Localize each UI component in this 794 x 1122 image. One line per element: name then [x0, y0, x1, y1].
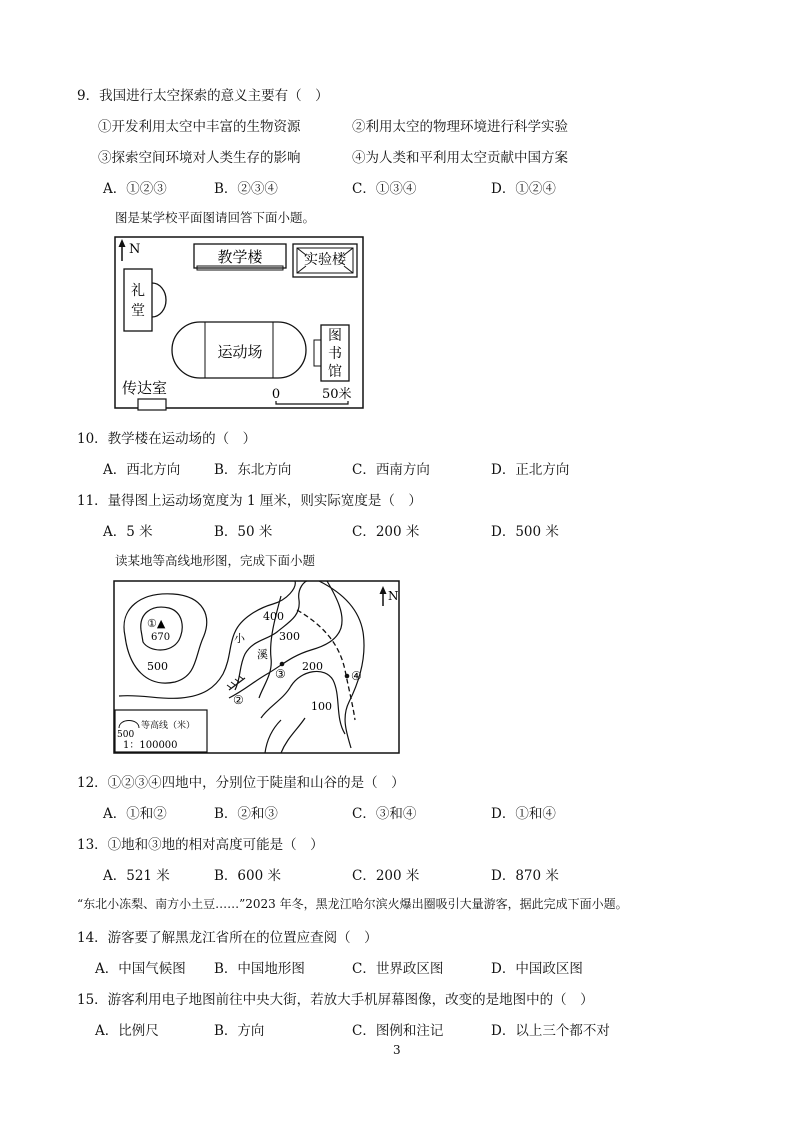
q14-stem: 14．游客要了解黑龙江省所在的位置应查阅（ ） — [77, 930, 378, 946]
scale-zero: 0 — [271, 387, 281, 402]
north-arrow-icon — [119, 239, 126, 261]
sports-field-label: 运动场 — [217, 343, 263, 361]
q11-option-a: A．5 米 — [103, 524, 153, 540]
q9-item-2: ②利用太空的物理环境进行科学实验 — [352, 119, 568, 135]
q11-option-b: B．50 米 — [214, 524, 273, 540]
contour-100 — [319, 581, 364, 748]
q12-option-b: B．②和③ — [214, 806, 278, 822]
q13-option-c: C．200 米 — [352, 868, 420, 884]
intro-contour-map: 读某地等高线地形图，完成下面小题 — [115, 553, 316, 568]
auditorium — [124, 269, 152, 331]
point-2: ② — [233, 693, 244, 707]
q9-stem: 9．我国进行太空探索的意义主要有（ ） — [77, 88, 329, 104]
q13-option-b: B．600 米 — [214, 868, 281, 884]
q11-option-c: C．200 米 — [352, 524, 420, 540]
q11-option-d: D．500 米 — [491, 524, 559, 540]
q9-option-b: B．②③④ — [214, 181, 278, 197]
q10-option-a: A．西北方向 — [103, 462, 181, 478]
intro-school-map: 图是某学校平面图请回答下面小题。 — [115, 210, 316, 225]
north-label: N — [388, 589, 399, 603]
q12-option-d: D．①和④ — [491, 806, 556, 822]
legend-text: 等高线（米） — [141, 721, 196, 731]
q9-item-4: ④为人类和平利用太空贡献中国方案 — [352, 150, 568, 166]
map-scale: 1：100000 — [123, 740, 178, 751]
point-3: ③ — [275, 667, 286, 681]
q13-option-d: D．870 米 — [491, 868, 559, 884]
q12-option-c: C．③和④ — [352, 806, 417, 822]
page-number: 3 — [393, 1043, 401, 1057]
contour-map — [111, 578, 403, 758]
north-arrow-icon — [380, 586, 387, 606]
gate-room — [138, 399, 166, 410]
contour-label-100: 100 — [311, 700, 332, 713]
teaching-building-label: 教学楼 — [217, 248, 263, 266]
contour-label-500: 500 — [147, 660, 168, 673]
north-label: N — [129, 242, 141, 257]
q15-option-a: A．比例尺 — [95, 1023, 159, 1039]
library-label-2: 书 — [328, 346, 342, 362]
contour-label-400: 400 — [263, 610, 284, 623]
q9-item-1: ①开发利用太空中丰富的生物资源 — [98, 119, 301, 135]
peak-symbol: ①▲ — [147, 617, 166, 630]
auditorium-label-1: 礼 — [131, 283, 145, 299]
library-label-1: 图 — [328, 328, 342, 344]
q15-option-d: D．以上三个都不对 — [491, 1023, 610, 1039]
lab-building-label: 实验楼 — [304, 252, 346, 268]
q11-stem: 11．量得图上运动场宽度为 1 厘米，则实际宽度是（ ） — [77, 493, 422, 509]
scale-end: 50米 — [322, 387, 352, 402]
stream-label-1: 小 — [234, 632, 245, 645]
q10-option-c: C．西南方向 — [352, 462, 430, 478]
q15-stem: 15．游客利用电子地图前往中央大街，若放大手机屏幕图像，改变的是地图中的（ ） — [77, 992, 594, 1008]
q14-option-d: D．中国政区图 — [491, 961, 583, 977]
point-4: ④ — [351, 669, 362, 683]
school-plan-map — [110, 233, 368, 413]
q12-option-a: A．①和② — [103, 806, 167, 822]
q9-item-3: ③探索空间环境对人类生存的影响 — [98, 150, 301, 166]
q13-stem: 13．①地和③地的相对高度可能是（ ） — [77, 837, 324, 853]
q9-option-c: C．①③④ — [352, 181, 417, 197]
q13-option-a: A．521 米 — [103, 868, 170, 884]
q10-stem: 10．教学楼在运动场的（ ） — [77, 431, 257, 447]
contour-label-300: 300 — [279, 630, 300, 643]
q9-option-a: A．①②③ — [103, 181, 167, 197]
q14-option-b: B．中国地形图 — [214, 961, 305, 977]
contour-400 — [119, 581, 295, 698]
contour-label-200: 200 — [302, 660, 323, 673]
legend-value: 500 — [117, 730, 135, 740]
q14-option-a: A．中国气候图 — [95, 961, 186, 977]
library-label-3: 馆 — [328, 364, 342, 380]
q10-option-b: B．东北方向 — [214, 462, 292, 478]
intro-harbin: “东北小冻梨、南方小土豆……”2023 年冬，黑龙江哈尔滨火爆出圈吸引大量游客，据此完成下面小题。 — [77, 897, 628, 911]
gate-room-label: 传达室 — [122, 379, 168, 397]
q12-stem: 12．①②③④四地中，分别位于陡崖和山谷的是（ ） — [77, 775, 405, 791]
auditorium-label-2: 堂 — [131, 303, 145, 319]
peak-elevation: 670 — [151, 632, 171, 643]
q9-option-d: D．①②④ — [491, 181, 556, 197]
q15-option-c: C．图例和注记 — [352, 1023, 444, 1039]
q10-option-d: D．正北方向 — [491, 462, 570, 478]
q14-option-c: C．世界政区图 — [352, 961, 444, 977]
stream-label-2: 溪 — [257, 648, 268, 661]
q15-option-b: B．方向 — [214, 1023, 265, 1039]
